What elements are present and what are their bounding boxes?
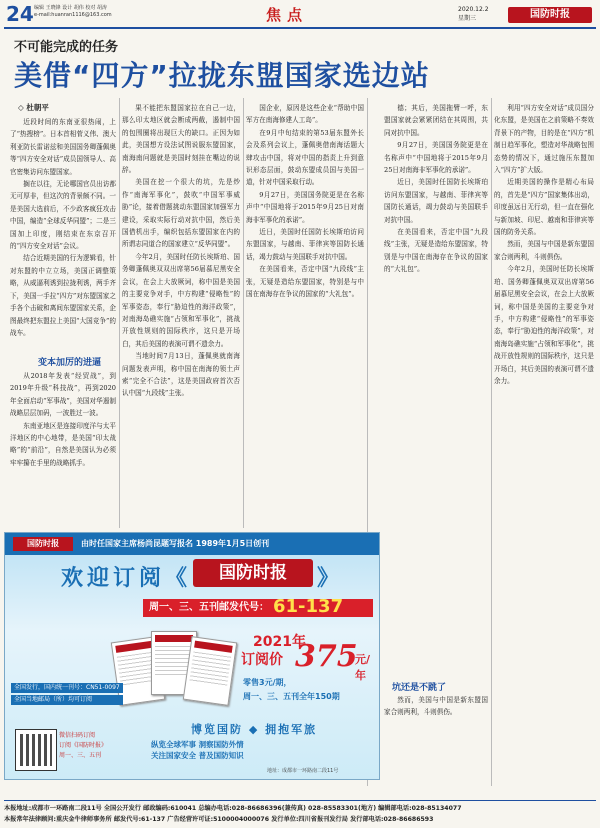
paragraph: 东南亚地区是连接印度洋与太平洋地区的中心地带，是美国“印太战略”的“前沿”，自然是美国认为必须牢牢攥在手里的战略抓手。 <box>10 421 116 467</box>
paragraph: 近段时间的东南亚很热闹，上了“热搜榜”。日本首相菅义伟、澳大利亚防长雷诺兹和美国国务卿蓬佩奥等“四方安全对话”成员国领导人、高官密集访问东盟国家。 <box>10 118 116 176</box>
ad-welcome-close: 》 <box>317 565 340 591</box>
ad-poem-line: 纵览全球军事 洞察国防外情 <box>151 740 244 749</box>
article-column-4b <box>384 694 488 790</box>
column-divider <box>491 98 492 786</box>
footer-line: 本报常年法律顾问:重庆金牛律师事务所 邮发代号:61-137 广告经营许可证:5100004000076 发行单位:四川省报刊发行局 发行部电话:028-86686593 <box>4 816 434 823</box>
ad-postal-label: 周一、三、五刊邮发代号： <box>149 602 269 613</box>
section-title: 焦点 <box>266 6 309 24</box>
article-column-2 <box>122 102 240 528</box>
article-author: ◇ 杜朝平 <box>18 103 49 112</box>
ad-poem-line: 关注国家安全 普及国防知识 <box>151 751 244 760</box>
paragraph: 然而，美国与中国是新东盟国家合则两利，斗则俱伤。 <box>384 696 488 717</box>
editor-credits: 编辑 王晓锋 设计 胡伟 校对 胡涛 <box>34 5 107 11</box>
ad-qr-line: 微信扫码订阅 <box>59 732 96 739</box>
ad-issue-count: 周一、三、五刊全年150期 <box>243 692 340 701</box>
paragraph: 从2018年发表“经贸战”，到2019年升级“科技战”，再到2020年全面启动“军事战”，美国对华遏制战略层层加码，一波胜过一波。 <box>10 372 116 418</box>
ad-main-logo: 国防时报 <box>193 559 313 587</box>
issue-date <box>458 5 489 23</box>
ad-price-label: 订阅价 <box>241 652 283 668</box>
ad-address: 地址：成都市一环路南二段11号 <box>267 768 339 774</box>
ad-distribution-info <box>11 683 123 707</box>
ad-distribution-line: 全国当地邮局（所）均可订阅 <box>11 695 123 705</box>
ad-banner-bar <box>5 533 379 555</box>
editor-email: e-mail:huanran1116@163.com <box>34 12 112 18</box>
ad-postal-code: 61-137 <box>273 596 344 617</box>
qr-code-icon <box>15 729 57 771</box>
ad-slogan: 博览国防 ◆ 拥抱军旅 <box>191 723 318 736</box>
ad-qr-line: 订阅《国防时报》 <box>59 742 108 749</box>
paragraph: 近日，美国时任国防长埃斯珀访问东盟国家，与越南、菲律宾等国防长通话，竭力鼓动与美国联手对抗中国。 <box>246 228 364 261</box>
ad-poem <box>151 739 244 761</box>
date-value: 2020.12.2 <box>458 6 489 13</box>
footer-line: 本报地址:成都市一环路南二段11号 全国公开发行 邮政编码:610041 总编办电话:028-86686396(兼传真) 028-85583301(地方) 编辑部电话:028-85134077 <box>4 805 462 812</box>
paragraph: 搁在以往，无论哪国官员出访都无可厚非，但这次的背景颇不同。一是美国大选前后，不少政客疯狂攻击中国，编造“全球反华同盟”；二是三国加上印度，刚结束在东京召开的“四方安全对话”会议。 <box>10 180 116 251</box>
article-column-5 <box>494 102 594 790</box>
ad-postal-code-bar <box>143 596 373 617</box>
ad-price-unit: 元/年 <box>355 653 371 682</box>
page-number: 24 <box>6 2 34 26</box>
ad-small-logo: 国防时报 <box>13 537 73 551</box>
article-headline: 美借“四方”拉拢东盟国家选边站 <box>14 59 430 92</box>
page-meta <box>34 5 112 19</box>
article-subhead-1: 变本加厉的进逼 <box>38 358 102 368</box>
newspaper-image <box>183 636 237 706</box>
paragraph: 然而，美国与中国是新东盟国家合则两利，斗则俱伤。 <box>494 240 594 261</box>
header-rule <box>4 27 596 29</box>
weekday-value: 星期三 <box>458 15 477 22</box>
page-footer <box>4 800 596 825</box>
paragraph: 利用“四方安全对话”成员国分化东盟，是美国在之前策略不奏效背景下的产物，目的是在“四方”机制日趋军事化，塑造对华战略包围态势的情况下，通过施压东盟加入“四方”扩大版。 <box>494 104 594 175</box>
paragraph: 美国在挖一个很大的坑，先是炒作“南海军事化”，鼓吹“中国军事威胁”论，接着借题挑动东盟国家加强军力建设，采取实际行动对抗中国，然后美国借机出手，编织包括东盟国家在内的所谓志同道合的国家建立“反华同盟”。 <box>122 178 240 249</box>
masthead-logo: 国防时报 <box>508 7 592 23</box>
article-column-1 <box>10 116 116 350</box>
subscription-advertisement <box>4 532 380 780</box>
article-subhead-2: 坑还是不跳了 <box>392 683 447 693</box>
paragraph: 结合近期美国的行为逻辑看，针对东盟的中立立场，美国正调整策略，从威逼利诱到拉拢利诱，两手齐下，美国一手拉“四方”对东盟国家之手各个击破和离间东盟国家关系，企图最终把东盟拉上美国“大国竞争”的战车。 <box>10 254 116 337</box>
ad-price-value: 375 <box>295 639 358 674</box>
ad-qr-caption <box>59 731 107 761</box>
article-column-1b <box>10 370 116 528</box>
ad-newspaper-stack <box>115 625 233 705</box>
ad-welcome-text: 欢迎订阅《 <box>61 565 192 591</box>
ad-retail-price: 零售3元/期， <box>243 678 292 687</box>
article-column-3 <box>246 102 364 528</box>
paragraph: 果不能把东盟国家拉在自己一边，那么印太地区就会断成两截，遏制中国的包围圈将出现巨大的缺口。正因为如此，美国想方设法试图说服东盟国家，南海南问题就是美国时刻挂在嘴边的说辞。 <box>122 104 240 175</box>
paragraph: 当地时间7月13日，蓬佩奥就南海问题发表声明，称中国在南海的领土声索“完全不合法”，这是美国政府首次否认中国“九段线”主张。 <box>122 352 240 398</box>
paragraph: 今年2月，美国时任防长埃斯珀、国务卿蓬佩奥双双出席第56届慕尼黑安全会议，在会上大放厥词，称中国是美国的主要竞争对手，中方构建“侵略性”的军事姿态，奉行“胁迫性的海洋政策”，对南海岛礁实施“占领和军事化”，挑战开放性规则的国际秩序，这只是开场白，其后美国的表演可谓不遗余力。 <box>494 265 594 385</box>
paragraph: 今年2月，美国时任防长埃斯珀、国务卿蓬佩奥双双出席第56届慕尼黑安全会议，在会上大放厥词，称中国是美国的主要竞争对手，中方构建“侵略性”的军事姿态，奉行“胁迫性的海洋政策”，对南海岛礁实施“占领和军事化”，挑战开放性规则的国际秩序，这只是开场白，其后美国的表演可谓不遗余力。 <box>122 252 240 348</box>
column-divider <box>119 98 120 528</box>
column-divider <box>243 98 244 528</box>
paragraph: 近期美国的操作是精心布局的，首先是“四方”国家集体出动，印度虽远日无行动，但一直在强化与新加坡、印尼、越南和菲律宾等国的防务关系。 <box>494 178 594 237</box>
ad-distribution-line: 全国发行，国内统一刊号：CN51-0097 <box>11 683 123 693</box>
paragraph: 德；其后，美国拖臂一呼，东盟国家就会紧紧团结在其周围，共同对抗中国。 <box>384 104 488 137</box>
ad-price-year: 2021年 <box>253 634 306 650</box>
paragraph: 国企业，原因是这些企业“帮助中国军方在南海修建人工岛”。 <box>246 104 364 125</box>
ad-banner-text: 由时任国家主席杨尚昆题写报名 1989年1月5日创刊 <box>81 539 270 548</box>
paragraph: 近日，美国时任国防长埃斯珀访问东盟国家，与越南、菲律宾等国防长通话，竭力鼓动与美国联手对抗中国。 <box>384 178 488 224</box>
ad-qr-line: 周一、三、五刊 <box>59 752 102 759</box>
paragraph: 在美国看来，否定中国“九段线”主张，无疑是造给东盟国家，特别是与中国在南海存在争议的国家的“大礼包”。 <box>384 228 488 274</box>
paragraph: 在美国看来，否定中国“九段线”主张，无疑是造给东盟国家，特别是与中国在南海存在争议的国家的“大礼包”。 <box>246 265 364 299</box>
paragraph: 9月27日，美国国务院更是在名称声中“中国地将于2015年9月25日对南海非军事化的承诺”。 <box>384 141 488 175</box>
page-header <box>0 0 600 30</box>
paragraph: 9月27日，美国国务院更是在名称声中“中国地将于2015年9月25日对南海非军事化的承诺”。 <box>246 190 364 224</box>
article-column-4 <box>384 102 488 676</box>
article-kicker: 不可能完成的任务 <box>14 40 119 55</box>
paragraph: 在9月中旬结束的第53届东盟外长会及系列会议上，蓬佩奥借南海话题大肆攻击中国，将对中国的指责上升到意识形态层面，鼓动东盟成员国与美国一道，针对中国采取行动。 <box>246 128 364 187</box>
